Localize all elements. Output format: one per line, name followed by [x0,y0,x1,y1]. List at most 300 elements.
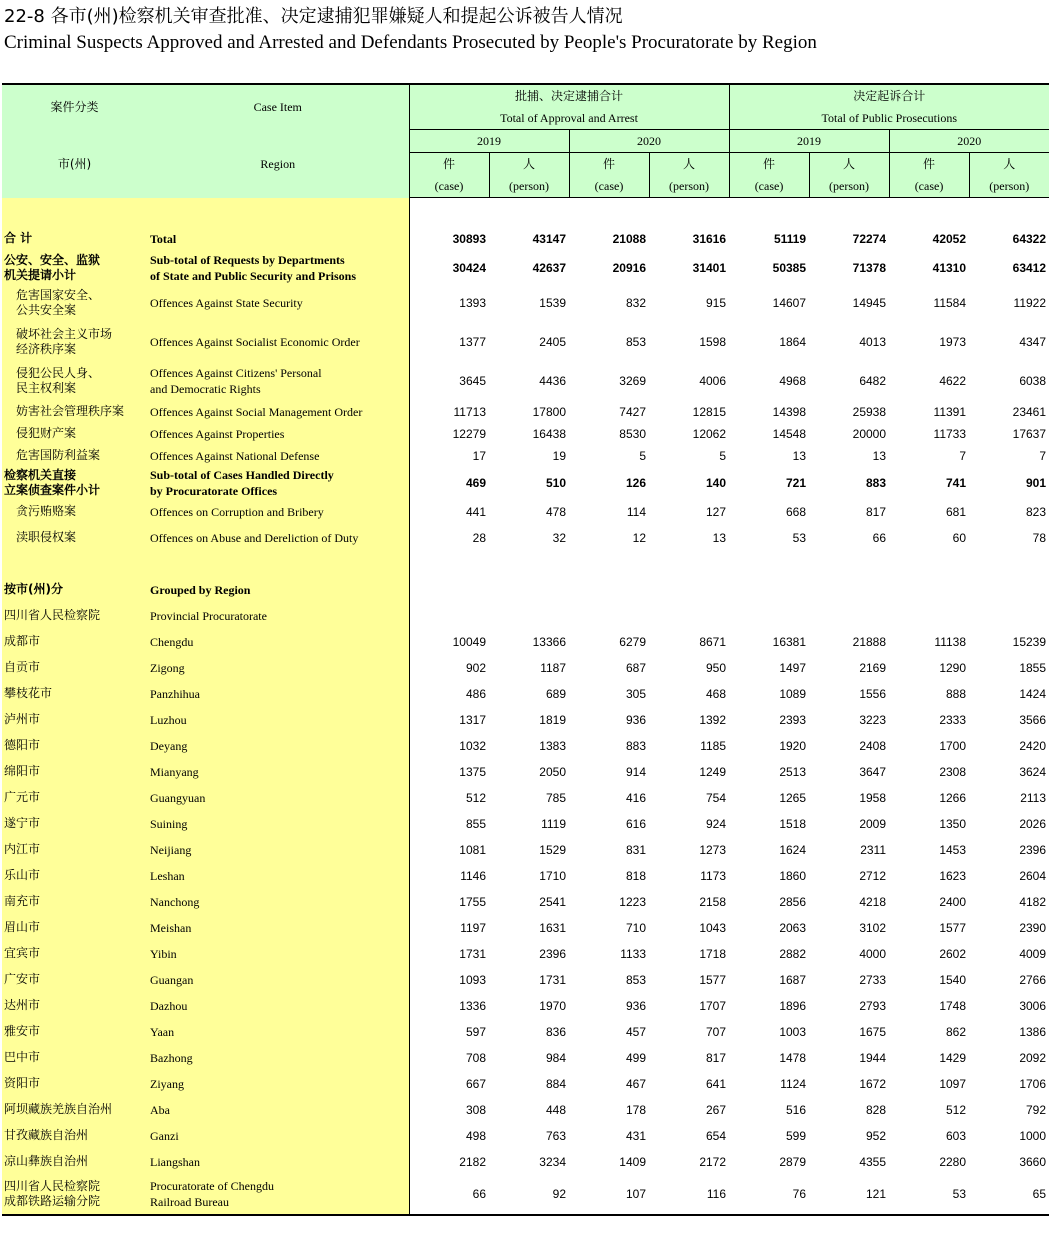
row-category-cn-line: 德阳市 [4,738,41,752]
cell-value: 1266 [939,790,967,805]
cell-value: 1424 [1019,686,1047,701]
cell-value: 499 [625,1050,646,1065]
cell-value: 441 [465,504,486,519]
row-category-cn-line: 贪污贿赂案 [16,504,77,518]
cell-value: 140 [705,475,727,490]
cell-value: 763 [545,1128,566,1143]
row-category-en-line: Leshan [150,868,185,883]
table-row [2,863,1049,889]
header-year-2019-b: 2019 [729,130,889,153]
table-row [2,499,1049,525]
cell-value: 2405 [539,335,566,349]
cell-value: 12279 [452,426,486,441]
cell-value: 1598 [699,335,727,349]
table-row [2,707,1049,733]
row-category-cn-line: 甘孜藏族自治州 [4,1128,89,1142]
row-category-en [147,423,409,445]
cell-value: 1896 [779,998,807,1013]
row-category-en [147,733,409,759]
cell-value: 2390 [1019,920,1047,935]
cell-value: 11922 [1013,296,1047,310]
cell-value: 14945 [852,296,887,310]
cell-value: 13 [872,448,887,463]
cell-value: 1755 [459,894,486,909]
cell-value: 13366 [532,634,566,649]
cell-value: 1970 [539,998,566,1013]
table-row [2,323,1049,362]
cell-value: 1710 [539,868,566,883]
cell-value: 4218 [859,894,887,909]
header-case-cn: 件 [889,153,969,176]
cell-value: 267 [705,1102,727,1117]
cell-value: 126 [625,475,646,490]
row-category-cn-line: 广元市 [4,790,41,804]
row-category-en-line: Ziyang [150,1076,184,1091]
cell-value: 53 [792,530,807,545]
cell-value: 950 [705,660,727,675]
row-category-cn-line: 妨害社会管理秩序案 [16,404,125,418]
cell-value: 6482 [859,374,887,388]
cell-value: 823 [1026,504,1047,519]
cell-value: 2026 [1019,816,1047,831]
cell-value: 667 [465,1076,486,1091]
table-row [2,941,1049,967]
cell-value: 114 [626,504,646,519]
cell-value: 116 [649,1175,729,1215]
row-category-en [147,445,409,467]
row-category-en-line: Offences Against National Defense [150,448,320,463]
cell-value: 3223 [859,712,887,727]
cell-value: 2408 [859,738,887,753]
table-row [2,1019,1049,1045]
cell-value: 710 [625,920,646,935]
cell-value: 1539 [539,296,566,310]
cell-value [889,551,969,577]
row-category-cn [2,811,147,837]
row-category-en-line: Deyang [150,738,188,753]
row-category-cn [2,1175,147,1215]
cell-value: 1097 [939,1076,967,1091]
cell-value: 1429 [939,1050,967,1065]
row-category-en [147,551,409,577]
row-category-en [147,941,409,967]
row-category-en-line: Luzhou [150,712,187,727]
cell-value [409,577,489,603]
table-row [2,733,1049,759]
cell-value: 63412 [1012,260,1047,275]
cell-value: 3645 [459,374,486,388]
table-row [2,1045,1049,1071]
row-category-cn-line: 内江市 [4,842,41,856]
cell-value: 914 [625,764,646,779]
row-category-en-line: by Procuratorate Offices [150,483,278,498]
cell-value: 1089 [779,686,807,701]
cell-value: 721 [785,475,807,490]
cell-value: 7 [959,448,967,463]
cell-value: 1032 [459,738,486,753]
row-category-cn [2,1149,147,1175]
row-category-cn-line: 经济秩序案 [16,342,77,356]
row-category-en [147,577,409,603]
row-category-cn [2,837,147,863]
row-category-en [147,1045,409,1071]
row-category-cn-line: 资阳市 [4,1076,41,1090]
cell-value: 832 [625,296,646,310]
row-category-en-line: Provincial Procuratorate [150,608,267,623]
cell-value: 2308 [939,764,967,779]
cell-value: 42052 [932,231,967,246]
cell-value: 817 [865,504,887,519]
row-category-en [147,629,409,655]
row-category-cn [2,863,147,889]
cell-value: 1265 [779,790,807,805]
row-category-cn-line: 立案侦查案件小计 [4,482,101,497]
row-category-en-line: Yibin [150,946,177,961]
cell-value: 107 [569,1175,649,1215]
row-category-cn-line: 按市(州)分 [4,582,63,596]
cell-value: 50385 [772,260,807,275]
row-category-cn-line: 合 计 [4,231,33,245]
cell-value: 1731 [459,946,486,961]
cell-value: 741 [945,475,967,490]
row-category-cn [2,993,147,1019]
cell-value: 2733 [859,972,887,987]
cell-value: 65 [969,1175,1049,1215]
table-row [2,993,1049,1019]
cell-value: 2169 [859,660,887,675]
cell-value: 1197 [460,920,486,935]
cell-value: 1336 [459,998,486,1013]
cell-value: 78 [1032,530,1047,545]
row-category-cn-line: 公共安全案 [16,303,77,317]
cell-value: 4013 [859,335,887,349]
row-category-cn [2,323,147,362]
row-category-en-line: Aba [150,1102,170,1117]
cell-value: 2396 [539,946,566,961]
cell-value: 1540 [939,972,967,987]
row-category-cn-line: 雅安市 [4,1024,41,1038]
row-category-en-line: Yaan [150,1024,175,1039]
row-category-en-line: Meishan [150,920,192,935]
cell-value [489,603,569,629]
cell-value: 20916 [612,260,646,275]
cell-value: 1706 [1019,1076,1047,1091]
row-category-en-line: Bazhong [150,1050,193,1065]
cell-value: 883 [865,475,887,490]
cell-value [969,577,1049,603]
cell-value: 1672 [859,1076,887,1091]
row-category-en [147,837,409,863]
row-category-en [147,323,409,362]
row-category-en [147,1175,409,1215]
row-category-en [147,1123,409,1149]
cell-value: 1623 [939,868,967,883]
cell-value: 888 [945,686,967,701]
cell-value: 901 [1026,475,1047,490]
cell-value: 2063 [779,920,807,935]
row-category-cn [2,577,147,603]
row-category-en [147,967,409,993]
row-category-en-line: Guangyuan [150,790,206,805]
cell-value: 11584 [933,296,967,310]
row-category-en-line: Chengdu [150,634,194,649]
cell-value: 8530 [619,426,646,441]
header-person-en: (person) [969,175,1049,198]
table-row [2,445,1049,467]
cell-value: 1223 [619,894,646,909]
cell-value: 681 [945,504,967,519]
header-person-en: (person) [489,175,569,198]
header-case-cn: 件 [569,153,649,176]
cell-value: 855 [465,816,486,831]
row-category-en-line: Offences Against Properties [150,426,285,441]
cell-value: 1944 [859,1050,887,1065]
cell-value: 4968 [779,374,807,388]
cell-value [969,551,1049,577]
cell-value: 2182 [459,1154,486,1169]
cell-value: 952 [865,1128,887,1143]
table-row [2,401,1049,423]
row-category-en [147,681,409,707]
cell-value: 2396 [1019,842,1047,857]
row-category-en-line: Sub-total of Cases Handled Directly [150,467,334,482]
cell-value: 1973 [939,335,967,349]
row-category-cn-line: 成都市 [4,634,41,648]
row-category-en [147,655,409,681]
cell-value: 127 [705,504,727,519]
header-group1-cn: 批捕、决定逮捕合计 [409,84,729,107]
cell-value: 11391 [933,404,967,419]
table-row [2,915,1049,941]
cell-value: 31616 [692,231,727,246]
cell-value: 654 [705,1128,727,1143]
table-row [2,837,1049,863]
cell-value: 1249 [699,764,727,779]
row-category-en-line: Dazhou [150,998,188,1013]
cell-value: 2092 [1019,1050,1047,1065]
cell-value: 902 [465,660,486,675]
cell-value: 305 [625,686,646,701]
cell-value: 14548 [772,426,807,441]
row-category-cn [2,1097,147,1123]
cell-value: 468 [705,686,727,701]
table-row [2,759,1049,785]
cell-value: 603 [945,1128,967,1143]
cell-value: 1860 [779,868,807,883]
row-category-en [147,284,409,323]
cell-value: 76 [729,1175,809,1215]
row-category-cn [2,499,147,525]
row-category-cn-line: 巴中市 [4,1050,41,1064]
cell-value [729,551,809,577]
cell-value: 2113 [1020,790,1047,805]
table-row [2,198,1049,252]
row-category-cn-line: 自贡市 [4,660,41,674]
cell-value: 16438 [532,426,566,441]
table-row [2,577,1049,603]
row-category-cn [2,401,147,423]
row-category-cn-line: 成都铁路运输分院 [4,1194,101,1208]
row-category-cn-line: 眉山市 [4,920,41,934]
table-row [2,1175,1049,1215]
cell-value: 1453 [939,842,967,857]
cell-value: 17800 [532,404,566,419]
cell-value: 1731 [539,972,566,987]
cell-value: 6279 [619,634,646,649]
row-category-en-line: Grouped by Region [150,582,251,597]
row-category-cn [2,284,147,323]
cell-value [409,603,489,629]
cell-value: 12815 [692,404,727,419]
row-category-en-line: Nanchong [150,894,200,909]
cell-value: 853 [625,335,646,349]
cell-value: 1920 [779,738,807,753]
header-case-en: (case) [409,175,489,198]
header-region-en: Region [147,130,409,198]
cell-value: 43147 [532,231,566,246]
row-category-cn [2,198,147,252]
cell-value: 66 [872,530,887,545]
title-block [4,4,1044,56]
cell-value: 121 [809,1175,889,1215]
cell-value: 12062 [692,426,727,441]
cell-value: 469 [465,475,486,490]
cell-value: 1043 [699,920,727,935]
table-header [2,84,1049,198]
row-category-cn-line: 达州市 [4,998,41,1012]
row-category-en-line: and Democratic Rights [150,382,261,396]
cell-value: 4006 [699,374,727,388]
cell-value: 2856 [779,894,807,909]
row-category-en [147,525,409,551]
cell-value: 178 [625,1102,646,1117]
row-category-en [147,993,409,1019]
row-category-cn [2,707,147,733]
cell-value: 4009 [1019,946,1047,961]
header-case-cn: 件 [729,153,809,176]
row-category-en [147,603,409,629]
cell-value [969,603,1049,629]
cell-value: 708 [465,1050,486,1065]
row-category-cn [2,445,147,467]
cell-value: 1392 [699,712,727,727]
row-category-en-line: Procuratorate of Chengdu [150,1179,274,1193]
row-category-en [147,198,409,252]
cell-value: 1577 [939,920,967,935]
cell-value: 884 [545,1076,566,1091]
cell-value: 3647 [859,764,887,779]
cell-value: 1173 [700,868,727,883]
cell-value: 785 [545,790,566,805]
cell-value: 915 [705,296,727,310]
cell-value [649,551,729,577]
cell-value: 3269 [619,374,646,388]
row-category-cn-line: 公安、安全、监狱 [4,252,101,267]
cell-value: 11713 [453,404,486,419]
row-category-en-line: Total [150,231,177,246]
row-category-en [147,1149,409,1175]
cell-value: 1577 [699,972,727,987]
row-category-cn [2,889,147,915]
cell-value: 2541 [539,894,566,909]
cell-value [729,577,809,603]
cell-value: 687 [625,660,646,675]
row-category-cn-line: 乐山市 [4,868,41,882]
cell-value: 21088 [612,231,646,246]
cell-value [409,551,489,577]
row-category-cn-line: 危害国家安全、 [16,288,101,302]
cell-value: 1273 [699,842,727,857]
table-row [2,467,1049,499]
table-row [2,1149,1049,1175]
cell-value: 1700 [939,738,967,753]
row-category-cn-line: 侵犯公民人身、 [16,366,101,380]
table-row [2,967,1049,993]
row-category-en [147,707,409,733]
row-category-en-line: Railroad Bureau [150,1195,229,1209]
cell-value: 1377 [459,335,486,349]
cell-value: 597 [465,1024,486,1039]
row-category-en [147,362,409,401]
row-category-cn [2,629,147,655]
table-row [2,423,1049,445]
cell-value: 11733 [933,426,967,441]
cell-value: 1631 [539,920,566,935]
cell-value: 11138 [934,634,967,649]
header-person-en: (person) [809,175,889,198]
cell-value: 478 [545,504,566,519]
cell-value: 831 [625,842,646,857]
cell-value: 2712 [859,868,887,883]
row-category-en [147,467,409,499]
cell-value: 1124 [780,1076,807,1091]
row-category-en [147,401,409,423]
cell-value: 2172 [699,1154,727,1169]
row-category-cn-line: 侵犯财产案 [16,426,77,440]
cell-value: 883 [625,738,646,753]
row-category-cn [2,252,147,284]
cell-value: 308 [465,1102,486,1117]
cell-value: 616 [625,816,646,831]
row-category-cn [2,362,147,401]
row-category-cn-line: 检察机关直接 [4,467,77,482]
cell-value: 792 [1026,1102,1047,1117]
cell-value: 4347 [1019,335,1047,349]
cell-value [569,603,649,629]
header-person-cn: 人 [489,153,569,176]
row-category-cn [2,525,147,551]
row-category-cn-line: 危害国防利益案 [16,448,101,462]
cell-value: 4355 [859,1154,887,1169]
statistics-table [2,83,1049,1216]
row-category-en-line: Panzhihua [150,686,200,701]
row-category-cn [2,1019,147,1045]
cell-value: 2882 [779,946,807,961]
row-category-en [147,252,409,284]
table-row [2,681,1049,707]
cell-value: 16381 [772,634,807,649]
row-category-en [147,759,409,785]
cell-value: 1081 [459,842,486,857]
cell-value: 2766 [1019,972,1047,987]
cell-value: 512 [465,790,486,805]
cell-value: 853 [625,972,646,987]
cell-value [809,551,889,577]
cell-value [889,603,969,629]
cell-value: 2793 [859,998,887,1013]
header-case-en: (case) [729,175,809,198]
row-category-en-line: Offences Against Social Management Order [150,404,363,419]
